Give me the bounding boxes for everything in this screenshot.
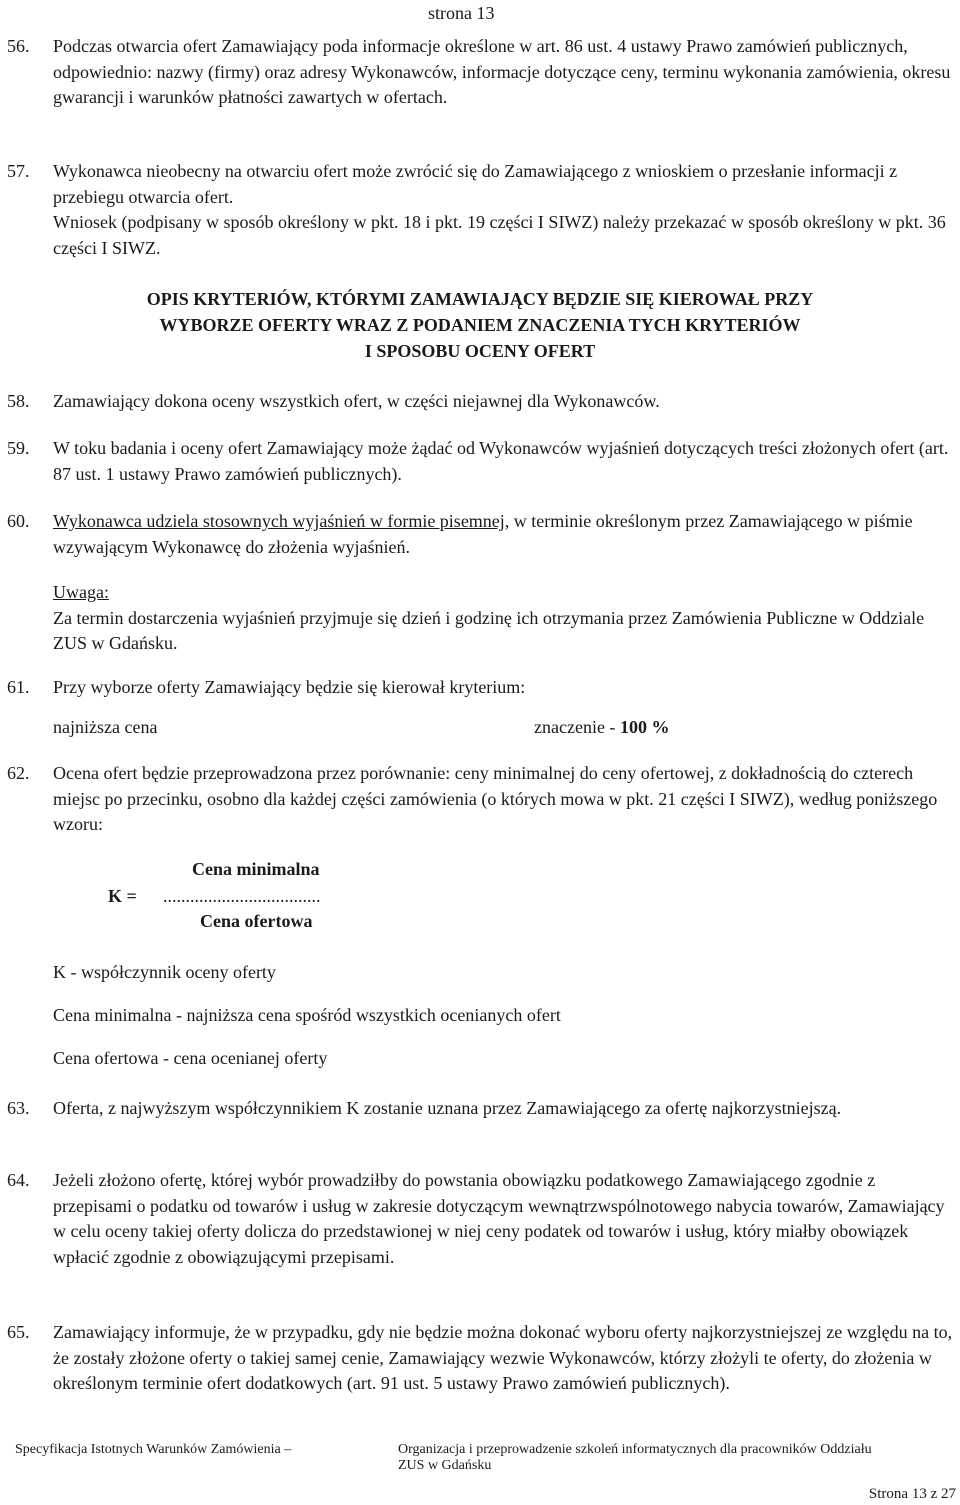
note-text: Za termin dostarczenia wyjaśnień przyjmuje się dzień i godzinę ich otrzymania przez Zamówienia Publiczne w Oddziale ZUS w Gdańsku. <box>53 607 925 653</box>
paragraph-number: 64. <box>7 1170 30 1190</box>
paragraph-text: Podczas otwarcia ofert Zamawiający poda informacje określone w art. 86 ust. 4 ustawy Prawo zamówień publicznych, odpowiednio: nazwy (firmy) oraz adresy Wykonawców, informacje dotyczące ceny, terminu wykonania zamówienia, okresu gwarancji i warunków płatności zawartych w ofertach. <box>53 36 951 107</box>
paragraph-63 <box>7 1096 956 1122</box>
section-title: OPIS KRYTERIÓW, KTÓRYMI ZAMAWIAJĄCY BĘDZIE SIĘ KIEROWAŁ PRZY WYBORZE OFERTY WRAZ Z PODANIEM ZNACZENIA TYCH KRYTERIÓW I SPOSOBU OCENY OFERT <box>146 289 814 361</box>
paragraph-58 <box>7 389 956 415</box>
formula-fraction-line: ................................... <box>163 886 321 906</box>
formula-numerator: Cena minimalna <box>192 859 320 879</box>
underlined-text: Wykonawca udziela stosownych wyjaśnień w formie pisemnej, <box>53 511 510 531</box>
paragraph-text: Zamawiający dokona oceny wszystkich ofert, w części niejawnej dla Wykonawców. <box>53 391 660 411</box>
paragraph-65 <box>7 1320 956 1397</box>
paragraph-number: 58. <box>7 391 30 411</box>
paragraph-number: 63. <box>7 1098 30 1118</box>
note-label: Uwaga: <box>53 582 109 602</box>
criterion-row <box>53 714 753 740</box>
paragraph-64 <box>7 1168 956 1270</box>
paragraph-text: Przy wyborze oferty Zamawiający będzie się kierował kryterium: <box>53 677 526 697</box>
definition-min-price: Cena minimalna - najniższa cena spośród wszystkich ocenianych ofert <box>53 1005 561 1025</box>
paragraph-text-request: Wniosek (podpisany w sposób określony w pkt. 18 i pkt. 19 części I SIWZ) należy przekazać w sposób określony w pkt. 36 części I SIWZ. <box>53 212 946 258</box>
paragraph-61 <box>7 675 956 701</box>
paragraph-60 <box>7 509 956 657</box>
definition-k: K - współczynnik oceny oferty <box>53 962 276 982</box>
paragraph-62 <box>7 761 956 838</box>
footer-left: Specyfikacja Istotnych Warunków Zamówienia – <box>15 1442 292 1457</box>
paragraph-number: 56. <box>7 36 30 56</box>
paragraph-text: Wykonawca udziela stosownych wyjaśnień w formie pisemnej, w terminie określonym przez Zamawiającego w piśmie wzywającym Wykonawcę do złożenia wyjaśnień. <box>53 511 913 557</box>
paragraph-text: W toku badania i oceny ofert Zamawiający może żądać od Wykonawców wyjaśnień dotyczących treści złożonych ofert (art. 87 ust. 1 ustawy Prawo zamówień publicznych). <box>53 438 949 484</box>
page-number-top: strona 13 <box>428 3 495 23</box>
criterion-weight: znaczenie - 100 % <box>534 717 670 737</box>
paragraph-57 <box>7 159 956 261</box>
paragraph-text: Wykonawca nieobecny na otwarciu ofert może zwrócić się do Zamawiającego z wnioskiem o przesłanie informacji z przebiegu otwarcia ofert. <box>53 161 898 207</box>
paragraph-56 <box>7 34 956 111</box>
paragraph-number: 57. <box>7 161 30 181</box>
definition-offer-price: Cena ofertowa - cena ocenianej oferty <box>53 1048 328 1068</box>
paragraph-text: Jeżeli złożono ofertę, której wybór prowadziłby do powstania obowiązku podatkowego Zamawiającego zgodnie z przepisami o podatku od towarów i usług w zakresie dotyczącym wewnątrzwspólnotowego nabycia towarów, Zamawiający w celu oceny takiej oferty dolicza do przedstawionej w niej ceny podatek od towarów i usług, który miałby obowiązek wpłacić zgodnie z obowiązującymi przepisami. <box>53 1170 945 1267</box>
formula-lhs: K = <box>108 886 137 906</box>
paragraph-59 <box>7 436 956 487</box>
paragraph-number: 62. <box>7 763 30 783</box>
criterion-name: najniższa cena <box>53 717 158 737</box>
paragraph-number: 59. <box>7 438 30 458</box>
paragraph-number: 60. <box>7 511 30 531</box>
paragraph-text: Oferta, z najwyższym współczynnikiem K zostanie uznana przez Zamawiającego za ofertę najkorzystniejszą. <box>53 1098 842 1118</box>
paragraph-text: Ocena ofert będzie przeprowadzona przez porównanie: ceny minimalnej do ceny ofertowej, z dokładnością do czterech miejsc po przecinku, osobno dla każdej części zamówienia (o których mowa w pkt. 21 części I SIWZ), według poniższego wzoru: <box>53 763 938 834</box>
paragraph-number: 61. <box>7 677 30 697</box>
paragraph-number: 65. <box>7 1322 30 1342</box>
footer-page-number: Strona 13 z 27 <box>868 1486 956 1502</box>
footer-center: Organizacja i przeprowadzenie szkoleń informatycznych dla pracowników Oddziału ZUS w Gdańsku <box>398 1442 872 1473</box>
paragraph-text: Zamawiający informuje, że w przypadku, gdy nie będzie można dokonać wyboru oferty najkorzystniejszej ze względu na to, że zostały złożone oferty o takiej samej cenie, Zamawiający wezwie Wykonawców, którzy złożyli te oferty, do złożenia w określonym terminie ofert dodatkowych (art. 91 ust. 5 ustawy Prawo zamówień publicznych). <box>53 1322 953 1393</box>
formula-denominator: Cena ofertowa <box>200 911 313 931</box>
